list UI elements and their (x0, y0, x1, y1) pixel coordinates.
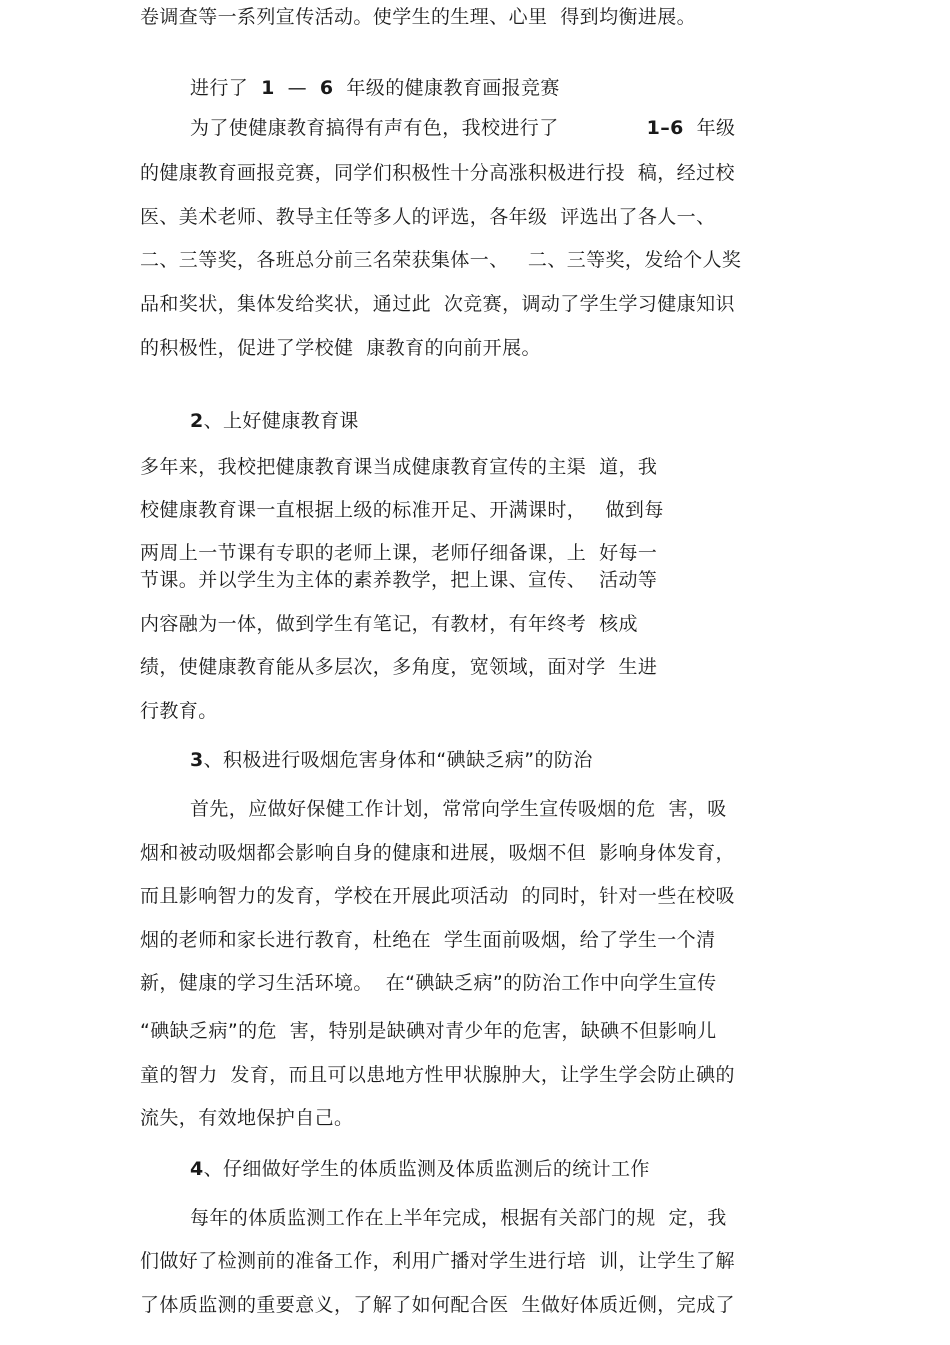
paragraph-line: 二、三等奖，各班总分前三名荣获集体一、 二、三等奖，发给个人奖 (140, 249, 742, 271)
grade-range: 1–6 (646, 117, 684, 139)
paragraph-line: 校健康教育课一直根据上级的标准开足、开满课时， 做到每 (140, 499, 664, 521)
paragraph-line: 节课。并以学生为主体的素养教学，把上课、宣传、 活动等 (140, 569, 658, 591)
paragraph-line: 品和奖状，集体发给奖状，通过此 次竞赛，调动了学生学习健康知识 (140, 293, 735, 315)
heading-number: 6 (319, 77, 334, 99)
heading-text: 进行了 (190, 77, 262, 99)
paragraph-line: 而且影响智力的发育，学校在开展此项活动 的同时，针对一些在校吸 (140, 885, 735, 907)
paragraph-line: 烟的老师和家长进行教育，杜绝在 学生面前吸烟，给了学生一个清 (140, 929, 716, 951)
paragraph-line: 行教育。 (140, 700, 218, 722)
paragraph-line: 绩，使健康教育能从多层次，多角度，宽领域，面对学 生进 (140, 656, 658, 678)
paragraph-line: “碘缺乏病”的危 害，特别是缺碘对青少年的危害，缺碘不但影响儿 (140, 1020, 717, 1042)
section-title: 、积极进行吸烟危害身体和“碘缺乏病”的防治 (203, 749, 593, 771)
section-title: 、上好健康教育课 (203, 410, 359, 432)
paragraph-line: 首先，应做好保健工作计划，常常向学生宣传吸烟的危 害，吸 (190, 798, 727, 820)
paragraph-line: 的健康教育画报竞赛，同学们积极性十分高涨积极进行投 稿，经过校 (140, 162, 735, 184)
paragraph-line: 们做好了检测前的准备工作，利用广播对学生进行培 训，让学生了解 (140, 1250, 735, 1272)
paragraph-line: 内容融为一体，做到学生有笔记，有教材，有年终考 核成 (140, 613, 638, 635)
paragraph-line: 了体质监测的重要意义，了解了如何配合医 生做好体质近侧，完成了 (140, 1294, 735, 1316)
poster-heading (190, 75, 560, 101)
paragraph-text: 为了使健康教育搞得有声有色，我校进行了 (190, 117, 559, 139)
section-2-heading (190, 408, 359, 434)
section-3-heading (190, 747, 593, 773)
paragraph-line: 新，健康的学习生活环境。 在“碘缺乏病”的防治工作中向学生宣传 (140, 972, 717, 994)
paragraph-line: 每年的体质监测工作在上半年完成，根据有关部门的规 定，我 (190, 1207, 727, 1229)
paragraph-line: 多年来，我校把健康教育课当成健康教育宣传的主渠 道，我 (140, 456, 658, 478)
heading-text: — (274, 77, 320, 99)
paragraph-line: 医、美术老师、教导主任等多人的评选，各年级 评选出了各人一、 (140, 206, 716, 228)
paragraph-line: 两周上一节课有专职的老师上课，老师仔细备课，上 好每一 (140, 542, 658, 564)
paragraph-text: 年级 (683, 117, 736, 139)
paragraph-line (190, 115, 735, 141)
section-number: 2 (190, 410, 204, 432)
paragraph-line: 卷调查等一系列宣传活动。使学生的生理、心里 得到均衡进展。 (140, 6, 697, 28)
heading-number: 1 (261, 77, 275, 99)
section-title: 、仔细做好学生的体质监测及体质监测后的统计工作 (203, 1158, 650, 1180)
section-number: 4 (190, 1158, 204, 1180)
paragraph-line: 流失，有效地保护自己。 (140, 1107, 354, 1129)
paragraph-line: 烟和被动吸烟都会影响自身的健康和进展，吸烟不但 影响身体发育， (140, 842, 735, 864)
paragraph-line: 的积极性，促进了学校健 康教育的向前开展。 (140, 337, 541, 359)
section-4-heading (190, 1156, 650, 1182)
heading-text: 年级的健康教育画报竞赛 (333, 77, 560, 99)
paragraph-line: 童的智力 发育，而且可以患地方性甲状腺肿大，让学生学会防止碘的 (140, 1064, 735, 1086)
section-number: 3 (190, 749, 204, 771)
